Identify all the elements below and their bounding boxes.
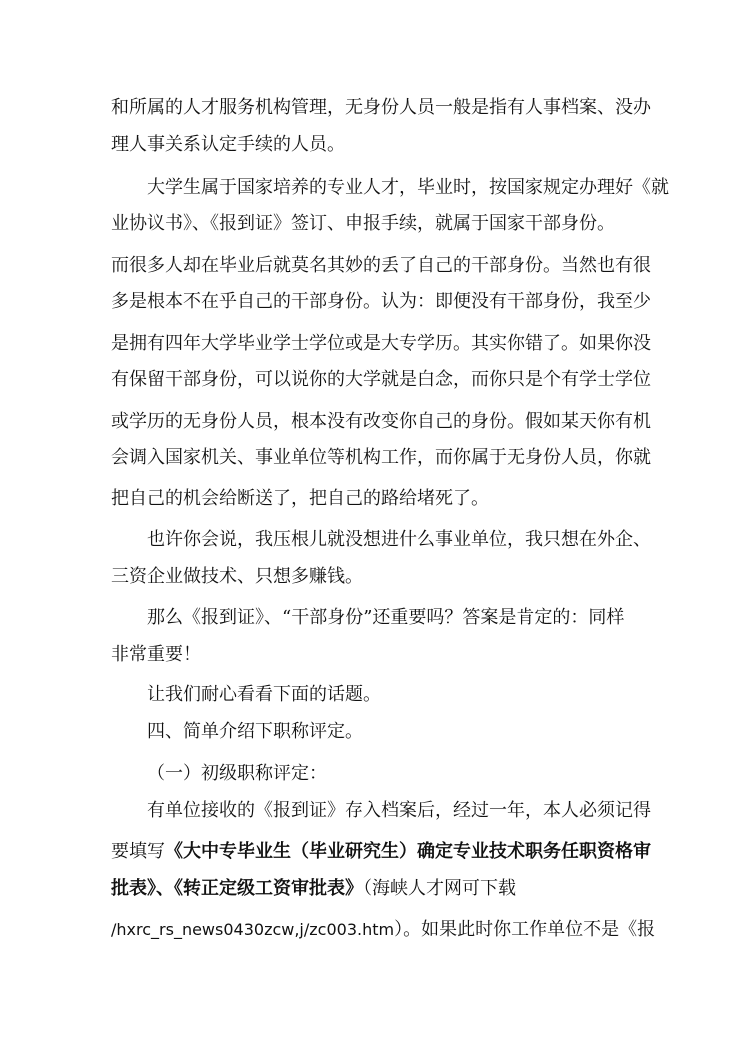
text-line: 有单位接收的《报到证》存入档案后，经过一年，本人必须记得 <box>147 800 651 821</box>
text-line: 而很多人却在毕业后就莫名其妙的丢了自己的干部身份。当然也有很 <box>111 255 651 276</box>
text-run: （海峡人才网可下载 <box>363 878 516 899</box>
text-line: 有保留干部身份，可以说你的大学就是白念，而你只是个有学士学位 <box>111 369 651 390</box>
form-name-bold: 批表》、《转正定级工资审批表》 <box>111 878 363 899</box>
text-line: 和所属的人才服务机构管理，无身份人员一般是指有人事档案、没办 <box>111 97 651 118</box>
text-line <box>111 877 636 901</box>
text-line: 多是根本不在乎自己的干部身份。认为：即便没有干部身份，我至少 <box>111 291 651 312</box>
text-line: 三资企业做技术、只想多赚钱。 <box>111 566 363 587</box>
text-line: 或学历的无身份人员，根本没有改变你自己的身份。假如某天你有机 <box>111 411 651 432</box>
text-run: ）。如果此时你工作单位不是《报 <box>394 919 656 940</box>
text-line: 大学生属于国家培养的专业人才，毕业时，按国家规定办理好《就 <box>147 177 669 198</box>
text-line: 理人事关系认定手续的人员。 <box>111 134 345 155</box>
text-line: 那么《报到证》、“干部身份”还重要吗？答案是肯定的：同样 <box>147 607 625 628</box>
text-line <box>111 918 656 942</box>
text-line <box>111 840 651 864</box>
text-line: 非常重要！ <box>111 644 201 665</box>
section-heading: 四、简单介绍下职称评定。 <box>147 721 363 742</box>
text-run: 要填写 <box>111 841 165 862</box>
text-line: 业协议书》、《报到证》签订、申报手续，就属于国家干部身份。 <box>111 213 615 234</box>
text-line: 是拥有四年大学毕业学士学位或是大专学历。其实你错了。如果你没 <box>111 333 651 354</box>
text-line: 也许你会说，我压根儿就没想进什么事业单位，我只想在外企、 <box>147 529 651 550</box>
text-line: 会调入国家机关、事业单位等机构工作，而你属于无身份人员，你就 <box>111 447 651 468</box>
text-line: 让我们耐心看看下面的话题。 <box>147 684 381 705</box>
url-text: /hxrc_rs_news0430zcw,j/zc003.htm <box>111 920 395 939</box>
text-line: 把自己的机会给断送了，把自己的路给堵死了。 <box>111 488 489 509</box>
form-name-bold: 《大中专毕业生（毕业研究生）确定专业技术职务任职资格审 <box>165 841 651 862</box>
subsection-heading: （一）初级职称评定： <box>147 763 327 784</box>
